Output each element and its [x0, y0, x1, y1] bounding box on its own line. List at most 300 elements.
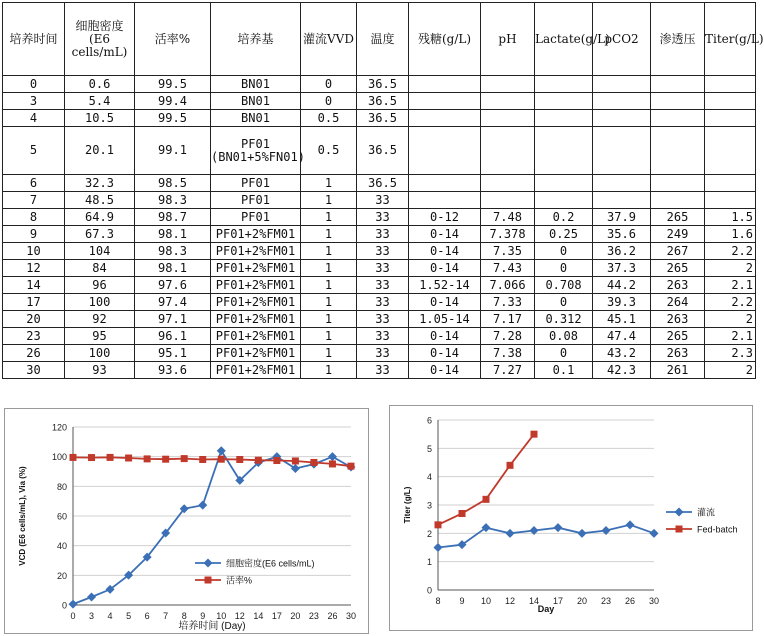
- table-cell: 7.378: [481, 226, 535, 243]
- table-cell: 33: [357, 362, 409, 379]
- column-header: pCO2: [593, 3, 651, 76]
- table-cell: 12: [3, 260, 65, 277]
- table-cell: [409, 93, 481, 110]
- table-cell: 1: [301, 294, 357, 311]
- table-cell: 10.5: [65, 110, 135, 127]
- table-cell: 32.3: [65, 175, 135, 192]
- y-tick-label: 40: [56, 541, 67, 552]
- table-cell: 0-14: [409, 260, 481, 277]
- table-cell: 0.6: [65, 76, 135, 93]
- x-tick-label: 10: [216, 611, 227, 621]
- table-cell: 30: [3, 362, 65, 379]
- table-cell: 37.9: [593, 209, 651, 226]
- series-line: [73, 451, 351, 604]
- table-cell: 99.5: [135, 76, 211, 93]
- data-point: [531, 431, 538, 438]
- table-cell: [705, 93, 756, 110]
- table-cell: 263: [651, 345, 705, 362]
- table-cell: 92: [65, 311, 135, 328]
- x-axis-title: Day: [537, 604, 555, 614]
- table-cell: 7.27: [481, 362, 535, 379]
- y-tick-label: 3: [426, 500, 432, 511]
- y-tick-label: 100: [51, 452, 67, 463]
- table-cell: [705, 110, 756, 127]
- table-cell: [481, 76, 535, 93]
- table-cell: 7.28: [481, 328, 535, 345]
- table-row: [3, 76, 756, 93]
- table-cell: 17: [3, 294, 65, 311]
- column-header: 细胞密度(E6 cells/mL): [65, 3, 135, 76]
- table-cell: 249: [651, 226, 705, 243]
- data-point: [310, 459, 317, 466]
- table-cell: [593, 127, 651, 175]
- x-tick-label: 14: [528, 596, 540, 606]
- table-cell: 1.52-14: [409, 277, 481, 294]
- table-cell: [535, 76, 593, 93]
- table-cell: 23: [3, 328, 65, 345]
- table-cell: [705, 127, 756, 175]
- table-row: [3, 260, 756, 277]
- table-cell: 99.1: [135, 127, 211, 175]
- column-header: 活率%: [135, 3, 211, 76]
- data-point: [162, 456, 169, 463]
- table-cell: 33: [357, 345, 409, 362]
- column-header: 培养基: [211, 3, 301, 76]
- data-point: [483, 496, 490, 503]
- table-row: [3, 294, 756, 311]
- table-row: [3, 127, 756, 175]
- data-point: [650, 529, 659, 538]
- data-point: [236, 456, 243, 463]
- data-point: [554, 523, 563, 532]
- data-point: [328, 452, 337, 461]
- table-cell: 36.5: [357, 93, 409, 110]
- table-cell: [651, 175, 705, 192]
- table-cell: 0.312: [535, 311, 593, 328]
- table-cell: 0: [301, 76, 357, 93]
- table-cell: 97.1: [135, 311, 211, 328]
- table-cell: 98.1: [135, 260, 211, 277]
- table-cell: [481, 192, 535, 209]
- table-cell: 1: [301, 328, 357, 345]
- table-cell: 37.3: [593, 260, 651, 277]
- legend-marker: [205, 577, 212, 584]
- legend-label: 细胞密度(E6 cells/mL): [226, 558, 315, 569]
- table-cell: PF01: [211, 192, 301, 209]
- y-tick-label: 0: [61, 600, 67, 611]
- x-tick-label: 23: [308, 611, 319, 621]
- x-tick-label: 17: [271, 611, 282, 621]
- data-point: [507, 462, 514, 469]
- table-cell: 263: [651, 311, 705, 328]
- table-cell: 33: [357, 328, 409, 345]
- table-cell: 0.708: [535, 277, 593, 294]
- table-row: [3, 93, 756, 110]
- x-tick-label: 30: [648, 596, 660, 606]
- data-point: [434, 543, 443, 552]
- culture-data-table: [2, 2, 764, 379]
- x-tick-label: 12: [504, 596, 516, 606]
- table-cell: PF01 (BN01+5%FN01): [211, 127, 301, 175]
- table-cell: PF01+2%FM01: [211, 260, 301, 277]
- data-point: [69, 600, 78, 609]
- table-cell: 1: [301, 260, 357, 277]
- table-cell: 5: [3, 127, 65, 175]
- table-cell: 2.2: [705, 294, 756, 311]
- table-cell: BN01: [211, 110, 301, 127]
- table-cell: 96.1: [135, 328, 211, 345]
- table-cell: 0: [535, 260, 593, 277]
- table-cell: 1.5: [705, 209, 756, 226]
- table-cell: 1: [301, 209, 357, 226]
- table-cell: 2.1: [705, 328, 756, 345]
- table-cell: [593, 192, 651, 209]
- column-header: 温度: [357, 3, 409, 76]
- x-tick-label: 9: [200, 611, 206, 621]
- legend-marker: [675, 508, 684, 517]
- table-cell: 7.33: [481, 294, 535, 311]
- data-point: [107, 454, 114, 461]
- table-cell: [535, 93, 593, 110]
- table-cell: 3: [3, 93, 65, 110]
- table-cell: 0-14: [409, 345, 481, 362]
- table-cell: 265: [651, 209, 705, 226]
- table-cell: PF01+2%FM01: [211, 277, 301, 294]
- table-cell: 0.2: [535, 209, 593, 226]
- table-cell: 33: [357, 260, 409, 277]
- table-row: [3, 226, 756, 243]
- column-header: 残糖(g/L): [409, 3, 481, 76]
- table-cell: [535, 175, 593, 192]
- table-cell: 93.6: [135, 362, 211, 379]
- x-tick-label: 10: [480, 596, 492, 606]
- y-tick-label: 120: [51, 422, 67, 433]
- table-cell: 35.6: [593, 226, 651, 243]
- y-tick-label: 20: [56, 570, 67, 581]
- table-cell: PF01+2%FM01: [211, 311, 301, 328]
- table-cell: 99.5: [135, 110, 211, 127]
- table-cell: 44.2: [593, 277, 651, 294]
- table-cell: 47.4: [593, 328, 651, 345]
- data-point: [87, 592, 96, 601]
- table-cell: 0.08: [535, 328, 593, 345]
- table-cell: 104: [65, 243, 135, 260]
- data-point: [459, 510, 466, 517]
- table-cell: 7.066: [481, 277, 535, 294]
- x-tick-label: 9: [459, 596, 465, 606]
- table-cell: [593, 175, 651, 192]
- table-cell: 0: [3, 76, 65, 93]
- data-point: [70, 454, 77, 461]
- table-cell: 33: [357, 209, 409, 226]
- table-cell: 2.2: [705, 243, 756, 260]
- y-tick-label: 60: [56, 511, 67, 522]
- data-point: [292, 457, 299, 464]
- table-cell: BN01: [211, 76, 301, 93]
- table-row: [3, 192, 756, 209]
- table-cell: [481, 175, 535, 192]
- x-tick-label: 3: [89, 611, 95, 621]
- table-cell: 265: [651, 328, 705, 345]
- table-cell: [409, 175, 481, 192]
- table-cell: 6: [3, 175, 65, 192]
- table-cell: [481, 127, 535, 175]
- legend-label: 灌流: [697, 507, 716, 518]
- data-point: [348, 463, 355, 470]
- data-point: [144, 455, 151, 462]
- table-cell: 261: [651, 362, 705, 379]
- table-cell: 96: [65, 277, 135, 294]
- x-tick-label: 6: [144, 611, 150, 621]
- x-tick-label: 26: [327, 611, 338, 621]
- table-cell: 263: [651, 277, 705, 294]
- table-cell: 7.48: [481, 209, 535, 226]
- y-tick-label: 80: [56, 481, 67, 492]
- x-tick-label: 7: [163, 611, 169, 621]
- table-cell: PF01: [211, 175, 301, 192]
- table-cell: 39.3: [593, 294, 651, 311]
- x-tick-label: 0: [70, 611, 76, 621]
- data-point: [255, 457, 262, 464]
- table-cell: BN01: [211, 93, 301, 110]
- y-tick-label: 2: [426, 528, 432, 539]
- table-cell: 98.1: [135, 226, 211, 243]
- table-cell: 1: [301, 175, 357, 192]
- legend-marker: [204, 559, 213, 568]
- table-cell: PF01+2%FM01: [211, 226, 301, 243]
- table-cell: 33: [357, 294, 409, 311]
- table-cell: 0.25: [535, 226, 593, 243]
- table-cell: [409, 127, 481, 175]
- table-cell: 100: [65, 294, 135, 311]
- table-cell: 0-14: [409, 328, 481, 345]
- table-cell: PF01: [211, 209, 301, 226]
- table-cell: 14: [3, 277, 65, 294]
- table-cell: 10: [3, 243, 65, 260]
- column-header: 灌流VVD: [301, 3, 357, 76]
- table-cell: 43.2: [593, 345, 651, 362]
- data-point: [217, 446, 226, 455]
- table-cell: 7.17: [481, 311, 535, 328]
- data-point: [88, 454, 95, 461]
- table-cell: 36.5: [357, 76, 409, 93]
- table-cell: 64.9: [65, 209, 135, 226]
- table-cell: 33: [357, 311, 409, 328]
- table-cell: 2: [705, 260, 756, 277]
- data-point: [273, 457, 280, 464]
- column-header: pH: [481, 3, 535, 76]
- x-tick-label: 8: [435, 596, 441, 606]
- series-line: [438, 525, 654, 548]
- table-cell: 0-14: [409, 226, 481, 243]
- data-point: [506, 529, 515, 538]
- table-cell: 1: [301, 277, 357, 294]
- table-cell: 1: [301, 226, 357, 243]
- table-cell: 84: [65, 260, 135, 277]
- table-cell: PF01+2%FM01: [211, 294, 301, 311]
- data-point: [578, 529, 587, 538]
- x-tick-label: 20: [576, 596, 588, 606]
- table-cell: 2.3: [705, 345, 756, 362]
- table-cell: 267: [651, 243, 705, 260]
- x-tick-label: 4: [107, 611, 113, 621]
- x-tick-label: 8: [181, 611, 187, 621]
- y-tick-label: 0: [426, 585, 432, 596]
- table-cell: [593, 76, 651, 93]
- table-cell: 99.4: [135, 93, 211, 110]
- table-cell: [651, 192, 705, 209]
- table-cell: 1: [301, 362, 357, 379]
- table-row: [3, 345, 756, 362]
- table-cell: 0: [535, 294, 593, 311]
- column-header: Titer(g/L): [705, 3, 756, 76]
- table-row: [3, 110, 756, 127]
- table-cell: 93: [65, 362, 135, 379]
- table-cell: 33: [357, 192, 409, 209]
- legend-marker: [676, 526, 683, 533]
- table-cell: 20.1: [65, 127, 135, 175]
- column-header: 培养时间: [3, 3, 65, 76]
- table-header-row: [3, 3, 756, 76]
- table-row: [3, 277, 756, 294]
- table-cell: 0: [535, 243, 593, 260]
- table-cell: 42.3: [593, 362, 651, 379]
- x-tick-label: 30: [345, 611, 357, 621]
- table-cell: 0-12: [409, 209, 481, 226]
- table-cell: 0-14: [409, 362, 481, 379]
- table-cell: 98.3: [135, 192, 211, 209]
- table-row: [3, 209, 756, 226]
- vcd-viability-chart-panel: [4, 408, 369, 634]
- table-cell: 97.6: [135, 277, 211, 294]
- y-axis-title: Titer (g/L): [403, 486, 412, 524]
- table-cell: 1.6: [705, 226, 756, 243]
- table-cell: 2.1: [705, 277, 756, 294]
- table-cell: 9: [3, 226, 65, 243]
- y-tick-label: 1: [426, 557, 432, 568]
- table-row: [3, 175, 756, 192]
- table-cell: 265: [651, 260, 705, 277]
- table-cell: [705, 192, 756, 209]
- series-line: [438, 434, 534, 525]
- table-cell: [535, 127, 593, 175]
- x-tick-label: 5: [126, 611, 132, 621]
- table-cell: 0-14: [409, 243, 481, 260]
- x-tick-label: 20: [290, 611, 301, 621]
- table-cell: 7: [3, 192, 65, 209]
- data-point: [218, 456, 225, 463]
- titer-chart: [390, 406, 752, 630]
- column-header: 渗透压: [651, 3, 705, 76]
- table-cell: 95: [65, 328, 135, 345]
- table-cell: [535, 192, 593, 209]
- table-cell: 5.4: [65, 93, 135, 110]
- table-cell: PF01+2%FM01: [211, 362, 301, 379]
- legend-label: 活率%: [226, 575, 253, 586]
- table-cell: 97.4: [135, 294, 211, 311]
- table-row: [3, 311, 756, 328]
- table-cell: 33: [357, 226, 409, 243]
- table-cell: 36.5: [357, 127, 409, 175]
- data-point: [181, 455, 188, 462]
- table-cell: 45.1: [593, 311, 651, 328]
- table-cell: 7.35: [481, 243, 535, 260]
- data-point: [291, 464, 300, 473]
- data-point: [199, 456, 206, 463]
- table-row: [3, 328, 756, 345]
- table-cell: [651, 93, 705, 110]
- legend-label: Fed-batch: [697, 524, 738, 535]
- x-tick-label: 17: [552, 596, 564, 606]
- table-cell: 33: [357, 243, 409, 260]
- table-cell: [409, 110, 481, 127]
- table-cell: [651, 76, 705, 93]
- table-cell: 1: [301, 345, 357, 362]
- table-cell: 2: [705, 311, 756, 328]
- table-cell: PF01+2%FM01: [211, 243, 301, 260]
- table-cell: 1: [301, 243, 357, 260]
- table-cell: 33: [357, 277, 409, 294]
- table-cell: [593, 110, 651, 127]
- data-point: [435, 521, 442, 528]
- table-cell: 0.1: [535, 362, 593, 379]
- table-cell: 0: [535, 345, 593, 362]
- x-tick-label: 14: [253, 611, 264, 621]
- table-cell: 264: [651, 294, 705, 311]
- table-cell: [705, 175, 756, 192]
- table-cell: 98.7: [135, 209, 211, 226]
- table-cell: 95.1: [135, 345, 211, 362]
- table-cell: PF01+2%FM01: [211, 345, 301, 362]
- table-cell: [651, 110, 705, 127]
- table-cell: 36.2: [593, 243, 651, 260]
- y-tick-label: 4: [426, 472, 432, 483]
- table-cell: 48.5: [65, 192, 135, 209]
- table-cell: [593, 93, 651, 110]
- x-axis-title: 培养时间 (Day): [178, 621, 246, 632]
- table-cell: [481, 110, 535, 127]
- table-cell: 4: [3, 110, 65, 127]
- table-cell: 7.38: [481, 345, 535, 362]
- table-cell: 0: [301, 93, 357, 110]
- table-cell: 1.05-14: [409, 311, 481, 328]
- table-cell: 1: [301, 192, 357, 209]
- table-row: [3, 362, 756, 379]
- y-tick-label: 5: [426, 443, 432, 454]
- table-cell: 67.3: [65, 226, 135, 243]
- table-cell: 0.5: [301, 127, 357, 175]
- table-cell: [409, 192, 481, 209]
- table-cell: 100: [65, 345, 135, 362]
- table-cell: 1: [301, 311, 357, 328]
- table-cell: 0.5: [301, 110, 357, 127]
- table-cell: [481, 93, 535, 110]
- vcd-viability-chart: [5, 409, 368, 633]
- table-cell: 36.5: [357, 110, 409, 127]
- column-header: Lactate(g/L): [535, 3, 593, 76]
- data-point: [626, 520, 635, 529]
- table-cell: 20: [3, 311, 65, 328]
- table-cell: 26: [3, 345, 65, 362]
- y-tick-label: 6: [426, 415, 432, 426]
- table-cell: 98.5: [135, 175, 211, 192]
- table-cell: 8: [3, 209, 65, 226]
- x-tick-label: 26: [624, 596, 636, 606]
- table-cell: [651, 127, 705, 175]
- table-cell: 98.3: [135, 243, 211, 260]
- table-cell: 2: [705, 362, 756, 379]
- x-tick-label: 23: [600, 596, 612, 606]
